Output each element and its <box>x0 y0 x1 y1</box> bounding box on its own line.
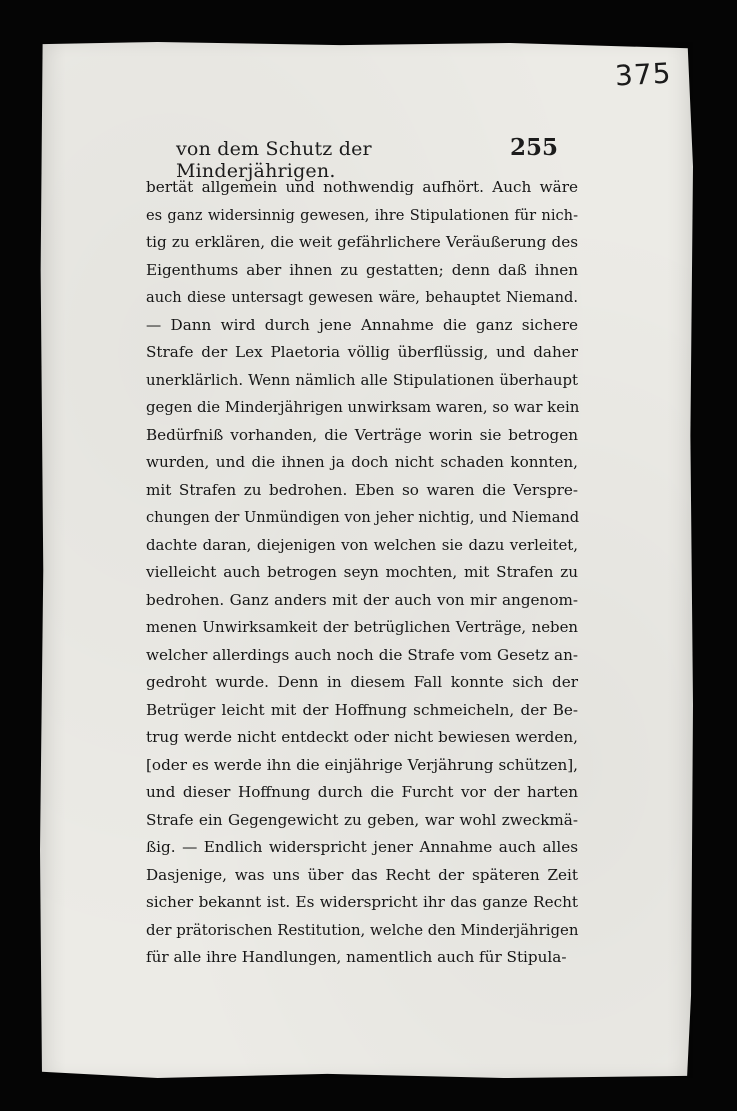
text-line: es ganz widersinnig gewesen, ihre Stipulationen für nich- <box>146 206 578 224</box>
page-number: 255 <box>509 134 558 161</box>
text-line: wurden, und die ihnen ja doch nicht schaden konnten, <box>146 453 578 471</box>
text-line: dachte daran, diejenigen von welchen sie dazu verleitet, <box>146 535 578 554</box>
text-line: vielleicht auch betrogen seyn mochten, mit Strafen zu <box>146 563 578 581</box>
text-line: — Dann wird durch jene Annahme die ganz sichere <box>146 315 578 334</box>
text-line: Strafe der Lex Plaetoria völlig überflüssig, und daher <box>146 343 578 361</box>
text-line: Bedürfniß vorhanden, die Verträge worin sie betrogen <box>146 425 578 444</box>
running-head-title: von dem Schutz der Minderjährigen. <box>176 138 372 182</box>
text-line: Betrüger leicht mit der Hoffnung schmeicheln, der Be- <box>146 700 578 719</box>
text-line: ßig. — Endlich widerspricht jener Annahme auch alles <box>146 838 578 856</box>
archive-number: 375 <box>613 56 672 93</box>
text-line: welcher allerdings auch noch die Strafe vom Gesetz an- <box>146 645 578 664</box>
text-line: trug werde nicht entdeckt oder nicht bewiesen werden, <box>146 728 578 746</box>
text-line: bedrohen. Ganz anders mit der auch von mir angenom- <box>146 590 578 609</box>
body-text <box>146 174 578 972</box>
text-line: menen Unwirksamkeit der betrüglichen Verträge, neben <box>146 618 578 636</box>
text-line: Eigenthums aber ihnen zu gestatten; denn daß ihnen <box>146 260 578 279</box>
text-line: der prätorischen Restitution, welche den Minderjährigen <box>146 920 579 939</box>
text-line: sicher bekannt ist. Es widerspricht ihr das ganze Recht <box>146 893 578 911</box>
text-line: gegen die Minderjährigen unwirksam waren, so war kein <box>146 398 580 416</box>
text-line: Dasjenige, was uns über das Recht der späteren Zeit <box>146 865 578 884</box>
text-line: für alle ihre Handlungen, namentlich auch für Stipula- <box>146 948 567 966</box>
text-line: tig zu erklären, die weit gefährlichere Veräußerung des <box>146 233 578 251</box>
text-line: bertät allgemein und nothwendig aufhört. Auch wäre <box>146 178 578 196</box>
text-line: [oder es werde ihn die einjährige Verjährung schützen], <box>146 755 578 774</box>
text-line: auch diese untersagt gewesen wäre, behauptet Niemand. <box>146 289 578 306</box>
text-line: unerklärlich. Wenn nämlich alle Stipulationen überhaupt <box>146 370 578 389</box>
text-line: gedroht wurde. Denn in diesem Fall konnte sich der <box>146 673 578 691</box>
text-line: Strafe ein Gegengewicht zu geben, war wohl zweckmä- <box>146 810 578 829</box>
text-line: chungen der Unmündigen von jeher nichtig, und Niemand <box>146 509 580 526</box>
text-line: und dieser Hoffnung durch die Furcht vor der harten <box>146 783 578 801</box>
text-line: mit Strafen zu bedrohen. Eben so waren die Verspre- <box>146 480 578 499</box>
